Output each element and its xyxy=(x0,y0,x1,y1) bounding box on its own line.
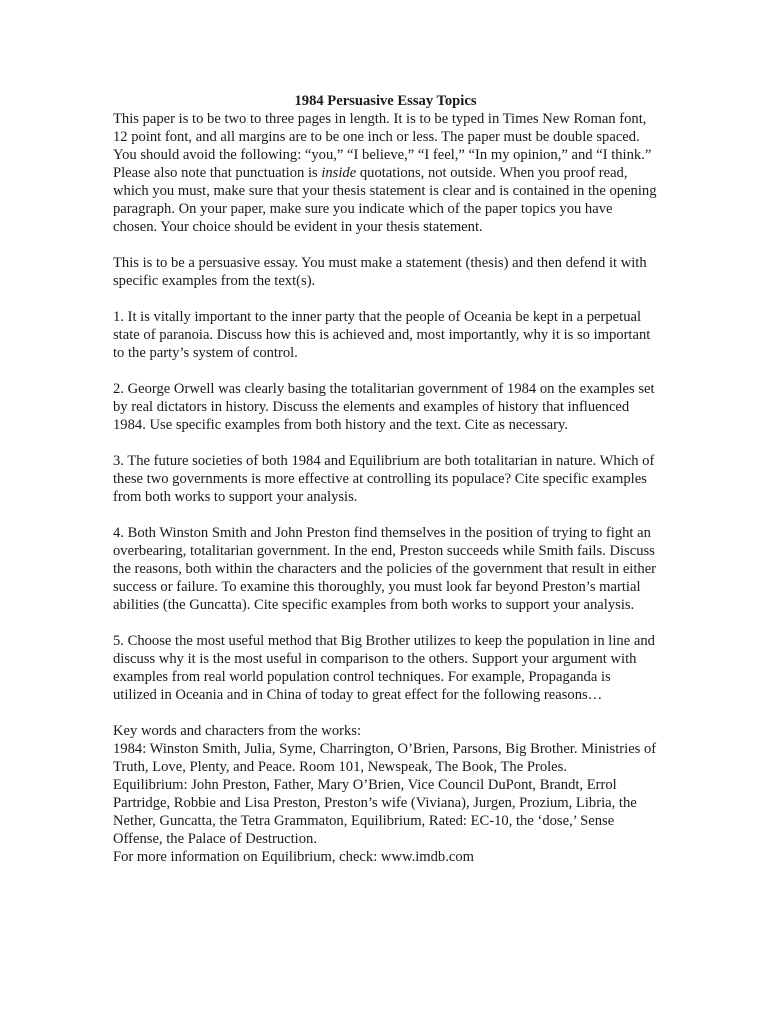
document-page xyxy=(113,92,658,866)
more-info-line: For more information on Equilibrium, check: www.imdb.com xyxy=(113,849,474,865)
document-title: 1984 Persuasive Essay Topics xyxy=(294,93,477,109)
keywords-1984: 1984: Winston Smith, Julia, Syme, Charrington, O’Brien, Parsons, Big Brother. Ministries of Truth, Love, Plenty, and Peace. Room 101, Newspeak, The Book, The Proles. xyxy=(113,741,657,775)
intro-text-part1: This paper is to be two to three pages in length. It is to be typed in Times New Roman font, 12 point font, and all margins are to be one inch or less. The paper must be double spaced. You should avoid the following: “you,” “I believe,” “I feel,” “In my opinion,” and “I think.” Please also note that punctuation is xyxy=(113,111,652,181)
topic-3-paragraph: 3. The future societies of both 1984 and Equilibrium are both totalitarian in nature. Which of these two governments is more effective at controlling its populace? Cite specific examples from both works to support your analysis. xyxy=(113,453,655,505)
intro-text-part2: quotations, not outside. When you proof read, which you must, make sure that your thesis statement is clear and is contained in the opening paragraph. On your paper, make sure you indicate which of the paper topics you have chosen. Your choice should be evident in your thesis statement. xyxy=(113,165,657,235)
topic-2-paragraph: 2. George Orwell was clearly basing the totalitarian government of 1984 on the examples set by real dictators in history. Discuss the elements and examples of history that influenced 1984. Use specific examples from both history and the text. Cite as necessary. xyxy=(113,381,655,433)
keywords-equilibrium: Equilibrium: John Preston, Father, Mary O’Brien, Vice Council DuPont, Brandt, Errol Partridge, Robbie and Lisa Preston, Preston’s wife (Viviana), Jurgen, Prozium, Libria, the Nether, Guncatta, the Tetra Grammaton, Equilibrium, Rated: EC-10, the ‘dose,’ Sense Offense, the Palace of Destruction. xyxy=(113,777,637,847)
persuasive-note-paragraph: This is to be a persuasive essay. You must make a statement (thesis) and then defend it with specific examples from the text(s). xyxy=(113,255,647,289)
topic-1-paragraph: 1. It is vitally important to the inner party that the people of Oceania be kept in a perpetual state of paranoia. Discuss how this is achieved and, most importantly, why it is so important to the party’s system of control. xyxy=(113,309,651,361)
topic-4-paragraph: 4. Both Winston Smith and John Preston find themselves in the position of trying to fight an overbearing, totalitarian government. In the end, Preston succeeds while Smith fails. Discuss the reasons, both within the characters and the policies of the government that result in either success or failure. To examine this thoroughly, you must look far beyond Preston’s martial abilities (the Guncatta). Cite specific examples from both works to support your analysis. xyxy=(113,525,657,613)
intro-paragraph xyxy=(113,110,658,236)
topic-5-paragraph: 5. Choose the most useful method that Big Brother utilizes to keep the population in line and discuss why it is the most useful in comparison to the others. Support your argument with examples from real world population control techniques. For example, Propaganda is utilized in Oceania and in China of today to great effect for the following reasons… xyxy=(113,633,655,703)
keywords-section xyxy=(113,722,658,866)
intro-emphasis: inside xyxy=(321,165,357,181)
keywords-heading: Key words and characters from the works: xyxy=(113,723,362,739)
